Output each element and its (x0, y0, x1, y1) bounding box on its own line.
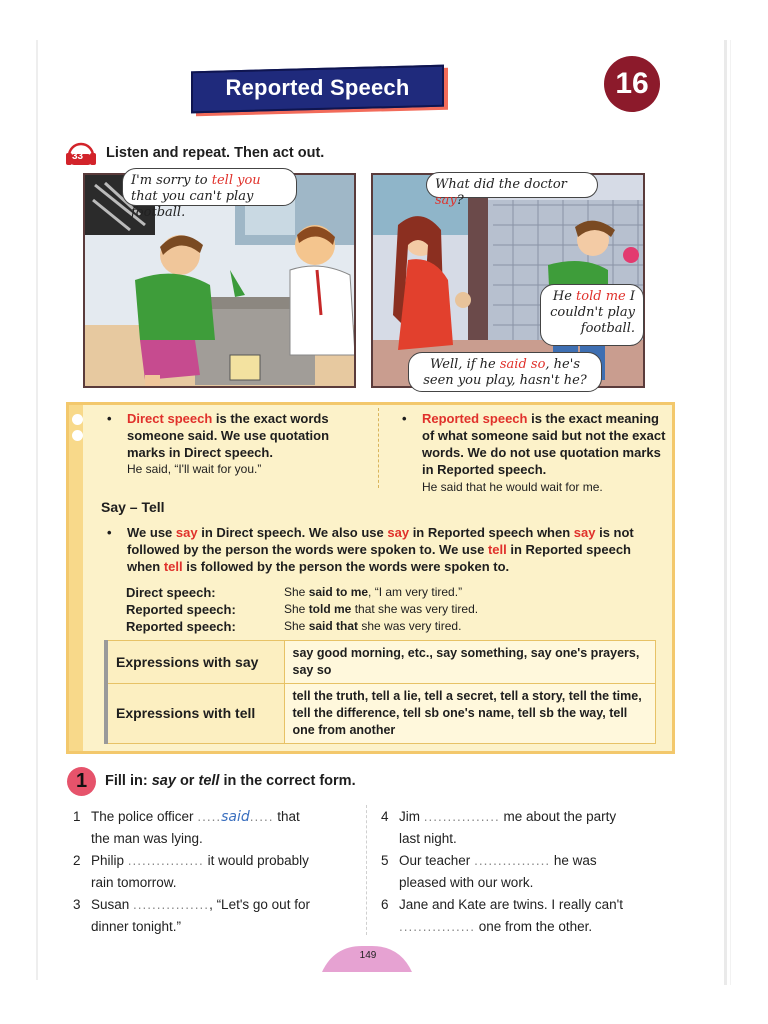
unit-number-badge: 16 (604, 56, 660, 112)
expressions-label: Expressions with tell (106, 684, 284, 744)
track-number: 33 (72, 151, 84, 162)
page-binding-edge-inner (730, 40, 731, 985)
expressions-label: Expressions with say (106, 641, 284, 684)
item-text: Philip (91, 853, 125, 868)
example-sentence (284, 602, 478, 616)
answer-blank[interactable]: ................ (399, 919, 476, 934)
example-bold: said that (308, 619, 359, 633)
rule-keyword: say (387, 525, 410, 540)
bubble-text: Well, if he (430, 357, 500, 372)
example-label: Direct speech: (126, 585, 216, 600)
answer-blank[interactable]: ................ (474, 853, 551, 868)
table-row (106, 641, 656, 684)
item-number: 1 (73, 809, 81, 824)
item-number: 5 (381, 853, 389, 868)
item-text: , “Let's go out for (209, 897, 310, 912)
example-text: She (284, 585, 309, 599)
example-bold: said to me (308, 585, 369, 599)
rule-text: is followed by the person the words were spoken to. (182, 559, 510, 574)
expressions-table (104, 640, 656, 744)
bubble-highlight: say (435, 193, 457, 208)
example-text: , “I am very tired.” (368, 585, 463, 599)
example-text: that she was very tired. (351, 602, 479, 616)
direct-speech-text: is the exact words someone said. We use quotation marks in Direct speech. (127, 411, 330, 460)
item-text: the man was lying. (91, 831, 203, 846)
item-text: Susan (91, 897, 130, 912)
item-number: 4 (381, 809, 389, 824)
answer-blank[interactable]: ................ (127, 853, 204, 868)
expressions-value: tell the truth, tell a lie, tell a secret, tell a story, tell the time, tell the difference, tell sb one's name, tell sb the way, tell one from another (284, 684, 656, 744)
rule-text: is not followed by the person the words were spoken to. We use (127, 525, 634, 557)
direct-speech-example: He said, “I'll wait for you.” (127, 462, 262, 476)
rule-keyword: tell (487, 542, 507, 557)
listen-instruction: Listen and repeat. Then act out. (106, 145, 325, 161)
rule-text: in Direct speech. We also use (197, 525, 388, 540)
exercise-item (381, 806, 671, 850)
table-row (106, 684, 656, 744)
exercise-item (73, 894, 358, 938)
answer-blank[interactable]: ..... (197, 809, 222, 824)
item-text: pleased with our work. (399, 875, 534, 890)
instruction-word: say (151, 773, 176, 789)
page-binding-edge (724, 40, 727, 985)
example-sentence (284, 619, 461, 633)
example-label: Reported speech: (126, 619, 236, 634)
bubble-text: I couldn't play football. (550, 289, 635, 336)
page-title: Reported Speech (225, 75, 410, 100)
speech-bubble-girl-reply (408, 352, 602, 392)
bubble-text: He (552, 289, 577, 304)
item-number: 2 (73, 853, 81, 868)
bubble-highlight: told me (576, 289, 626, 304)
page-number: 149 (359, 950, 377, 961)
exercise-instruction (105, 773, 356, 789)
column-divider (378, 408, 379, 488)
instruction-text: in the correct form. (219, 773, 356, 789)
item-text: one from the other. (478, 919, 593, 934)
say-tell-heading: Say – Tell (101, 499, 165, 515)
item-text: it would probably (207, 853, 309, 868)
item-text: he was (553, 853, 597, 868)
item-text: rain tomorrow. (91, 875, 177, 890)
exercise-number-badge: 1 (67, 767, 96, 796)
item-number: 3 (73, 897, 81, 912)
answer-blank[interactable]: ................ (423, 809, 500, 824)
rule-text: in Reported speech when (409, 525, 574, 540)
filled-answer: said (221, 809, 250, 825)
reported-speech-rule: • Reported speech is the exact meaning of what someone said but not the exact words. We do not use quotation marks in Reported speech. (402, 411, 666, 477)
example-sentence (284, 585, 462, 599)
example-label: Reported speech: (126, 602, 236, 617)
bubble-text: I'm sorry to (131, 173, 212, 188)
rule-keyword: say (175, 525, 198, 540)
reported-speech-term: Reported speech (422, 411, 528, 426)
item-text: Our teacher (399, 853, 471, 868)
exercise-item (73, 850, 358, 894)
bubble-text: ? (456, 193, 464, 208)
bubble-text: that you can't play football. (131, 189, 254, 220)
example-bold: told me (308, 602, 352, 616)
direct-speech-term: Direct speech (127, 411, 213, 426)
item-text: The police officer (91, 809, 194, 824)
item-number: 6 (381, 897, 389, 912)
exercise-item (73, 806, 353, 850)
bubble-text: What did the doctor (435, 177, 567, 192)
item-text: Jim (399, 809, 420, 824)
bubble-highlight: tell you (211, 173, 261, 188)
answer-blank: ..... (249, 809, 274, 824)
instruction-text: or (175, 773, 199, 789)
example-text: she was very tired. (358, 619, 462, 633)
doctor-office-scene (85, 175, 356, 388)
item-text: last night. (399, 831, 457, 846)
item-text: me about the party (503, 809, 617, 824)
item-text: Jane and Kate are twins. I really can't (399, 897, 623, 912)
speech-bubble-girl-question (426, 172, 598, 208)
rule-text: in Reported speech when (127, 542, 631, 574)
item-text: that (277, 809, 300, 824)
speech-bubble-boy-answer (540, 284, 644, 346)
item-text: dinner tonight.” (91, 919, 182, 934)
instruction-word: tell (198, 773, 220, 789)
example-text: She (284, 602, 309, 616)
reported-speech-example: He said that he would wait for me. (422, 480, 603, 494)
decor-dot (72, 414, 83, 425)
page-left-edge (36, 40, 38, 980)
bubble-text: , he's seen you play, hasn't he? (423, 357, 587, 388)
say-tell-rule: • We use say in Direct speech. We also use say in Reported speech when say is not followed by the person the words were spoken to. We use tell in Reported speech when tell is followed by the person the words were spoken to. (107, 525, 634, 574)
example-text: She (284, 619, 309, 633)
instruction-text: Fill in: (105, 773, 152, 789)
answer-blank[interactable]: ................ (133, 897, 210, 912)
bubble-highlight: said so (499, 357, 546, 372)
items-divider (366, 805, 367, 935)
grammar-box-stripe (69, 405, 83, 751)
rule-keyword: say (573, 525, 596, 540)
exercise-item (381, 850, 671, 894)
rule-keyword: tell (163, 559, 183, 574)
rule-text: We use (127, 525, 176, 540)
decor-dot (72, 430, 83, 441)
expressions-value: say good morning, etc., say something, say one's prayers, say so (284, 641, 656, 684)
reported-speech-text: is the exact meaning of what someone said but not the exact words. We do not use quotation marks in Reported speech. (422, 411, 666, 477)
direct-speech-rule: • Direct speech is the exact words someone said. We use quotation marks in Direct speech. (107, 411, 330, 460)
exercise-item (381, 894, 671, 938)
speech-bubble-doctor (122, 168, 297, 220)
